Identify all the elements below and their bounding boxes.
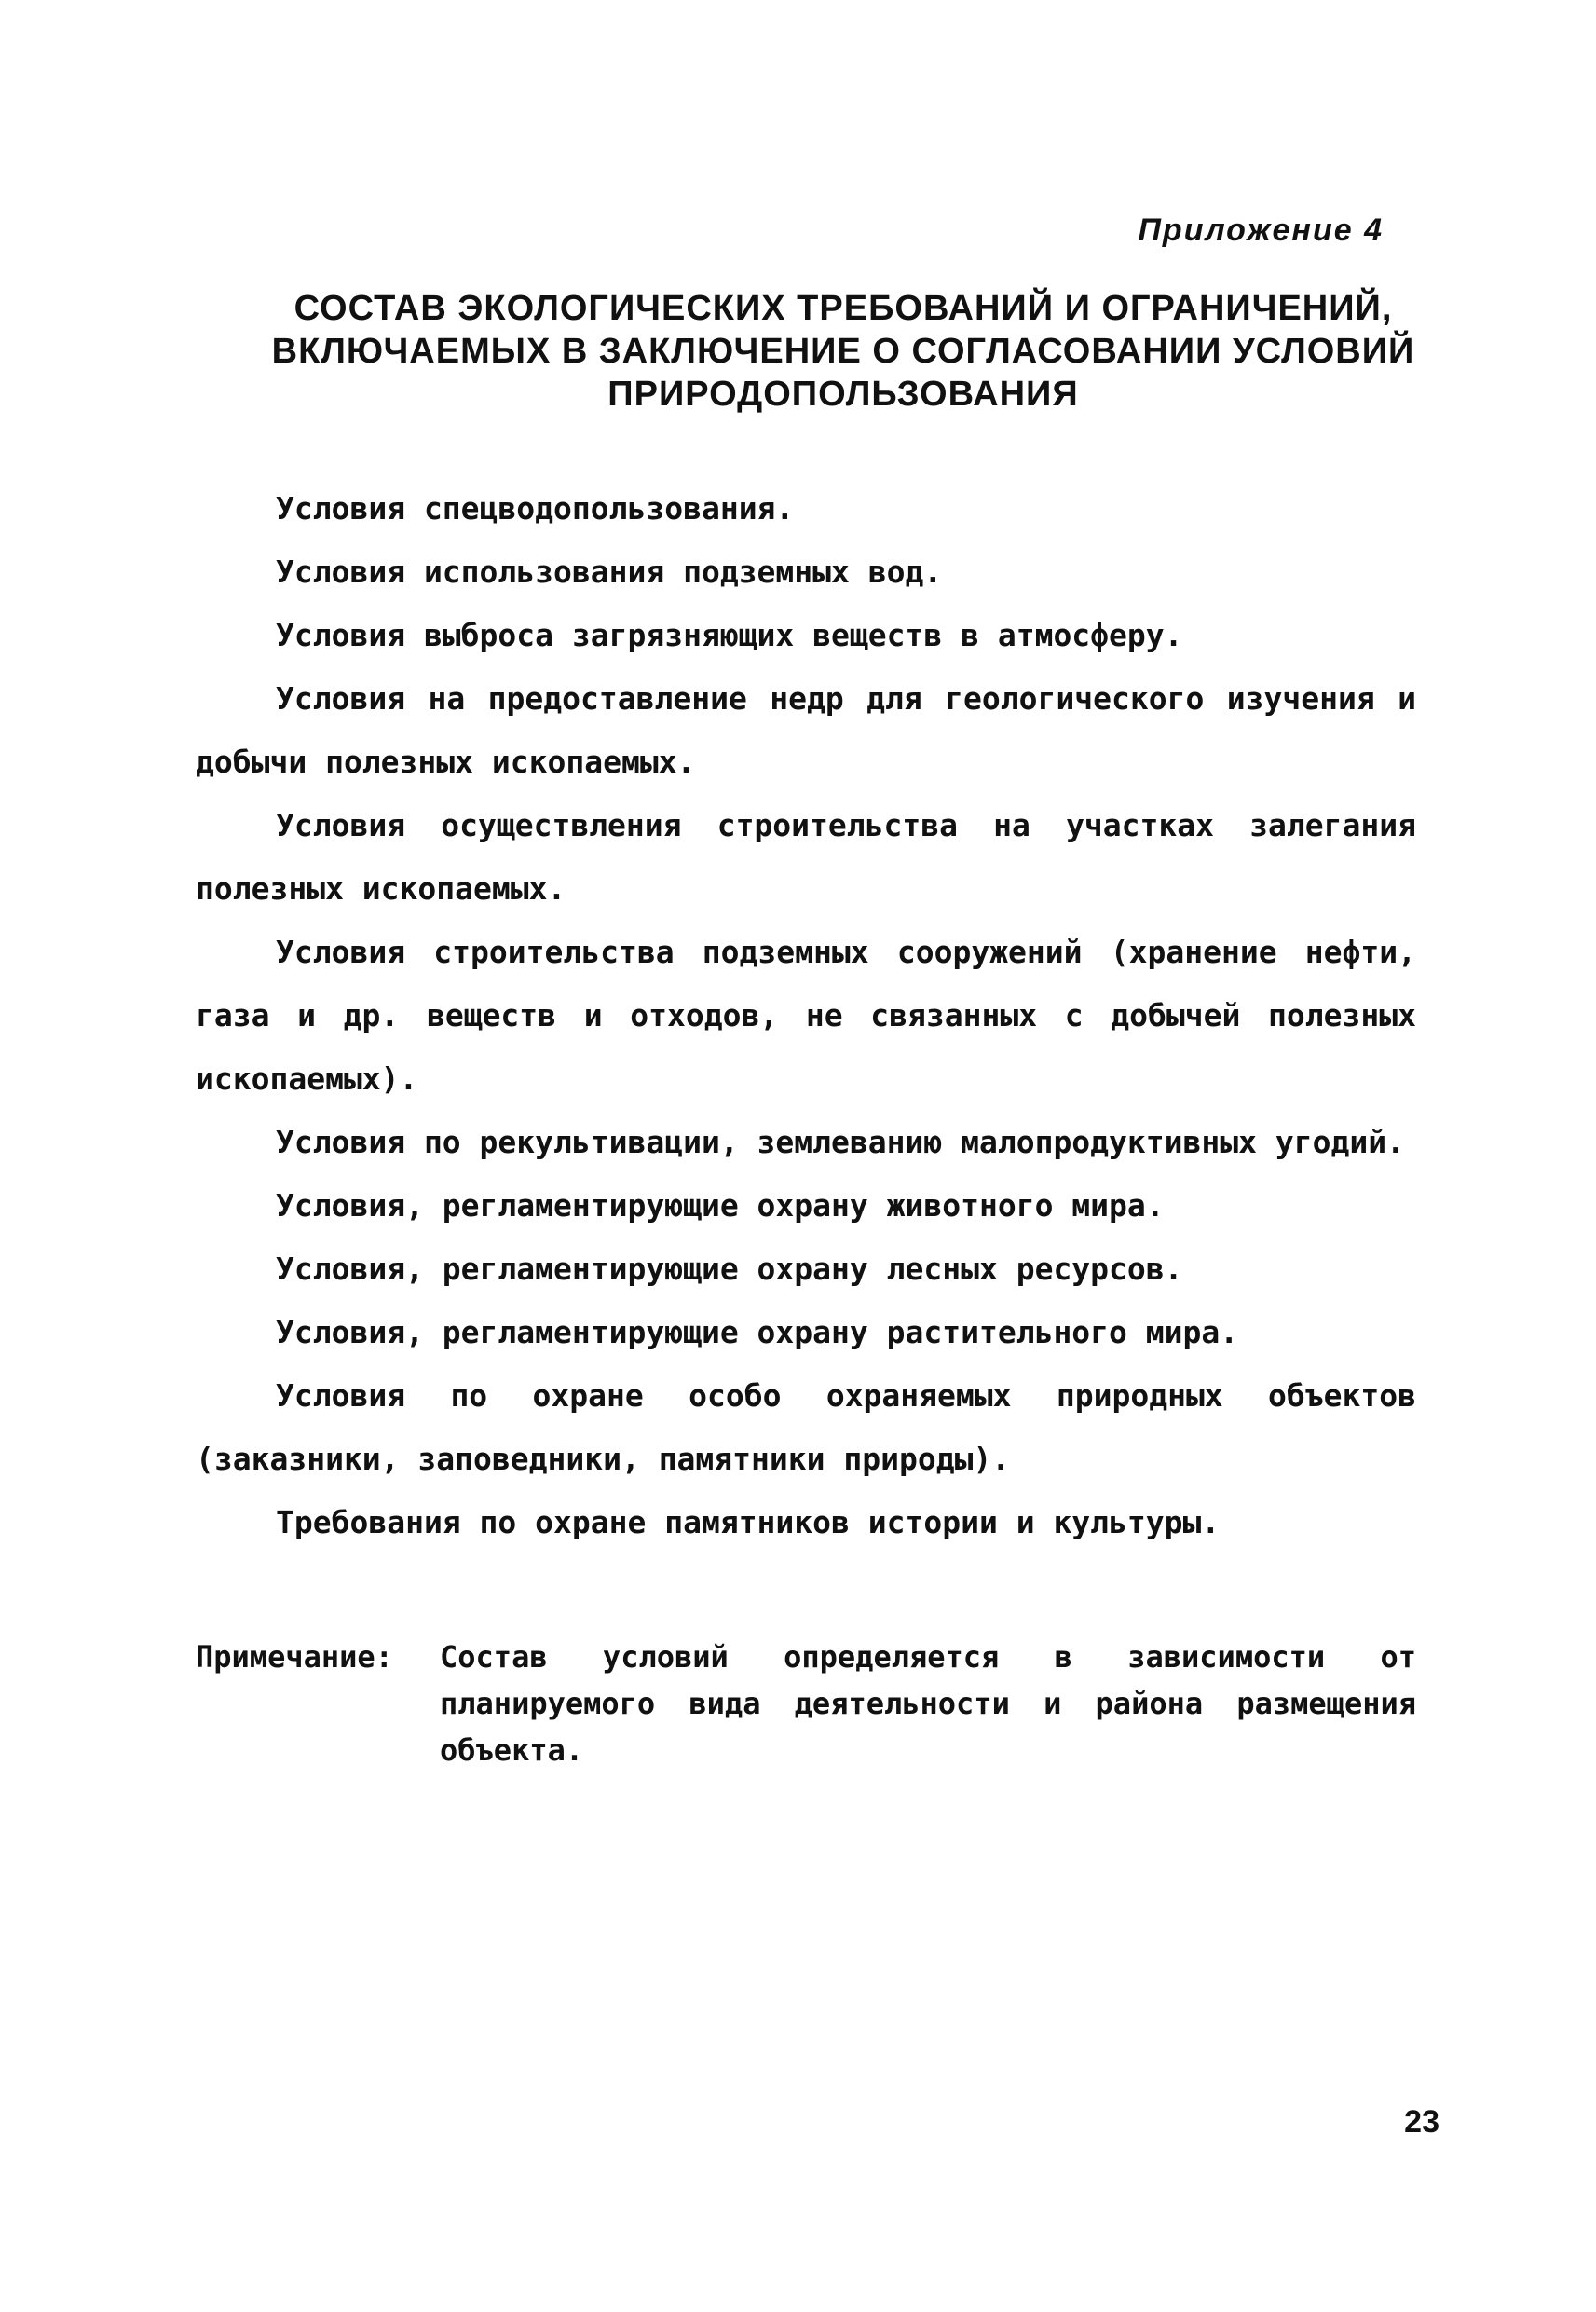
condition-paragraph: Условия по рекультивации, землеванию малопродуктивных угодий. — [276, 1124, 1405, 1160]
condition-paragraph: Условия, регламентирующие охрану животного мира. — [276, 1187, 1165, 1224]
condition-paragraph: Условия спецводопользования. — [276, 490, 795, 527]
condition-paragraph: Условия, регламентирующие охрану лесных ресурсов. — [276, 1251, 1183, 1287]
condition-paragraph: Условия по охране особо охраняемых природных объектов (заказники, заповедники, памятники природы). — [196, 1377, 1416, 1477]
page-number: 23 — [1404, 2104, 1439, 2140]
title-line: ПРИРОДОПОЛЬЗОВАНИЯ — [607, 375, 1079, 414]
title-line: СОСТАВ ЭКОЛОГИЧЕСКИХ ТРЕБОВАНИЙ И ОГРАНИЧЕНИЙ, — [293, 289, 1393, 328]
condition-paragraph: Требования по охране памятников истории и культуры. — [276, 1504, 1221, 1540]
condition-paragraph: Условия на предоставление недр для геологического изучения и добычи полезных ископаемых. — [196, 680, 1416, 780]
conditions-list — [196, 477, 1416, 1554]
condition-paragraph: Условия выброса загрязняющих веществ в атмосферу. — [276, 617, 1183, 653]
document-title — [266, 287, 1421, 416]
condition-paragraph: Условия строительства подземных сооружений (хранение нефти, газа и др. веществ и отходов, не связанных с добычей полезных ископаемых). — [196, 934, 1416, 1097]
note-label: Примечание: — [196, 1639, 393, 1675]
note-text: Состав условий определяется в зависимости от планируемого вида деятельности и района размещения объекта. — [440, 1639, 1416, 1768]
title-line: ВКЛЮЧАЕМЫХ В ЗАКЛЮЧЕНИЕ О СОГЛАСОВАНИИ УСЛОВИЙ — [271, 332, 1415, 371]
condition-paragraph: Условия осуществления строительства на участках залегания полезных ископаемых. — [196, 807, 1416, 907]
note-block — [196, 1634, 1416, 1773]
appendix-label: Приложение 4 — [1138, 212, 1384, 248]
condition-paragraph: Условия использования подземных вод. — [276, 554, 943, 590]
condition-paragraph: Условия, регламентирующие охрану растительного мира. — [276, 1314, 1239, 1350]
